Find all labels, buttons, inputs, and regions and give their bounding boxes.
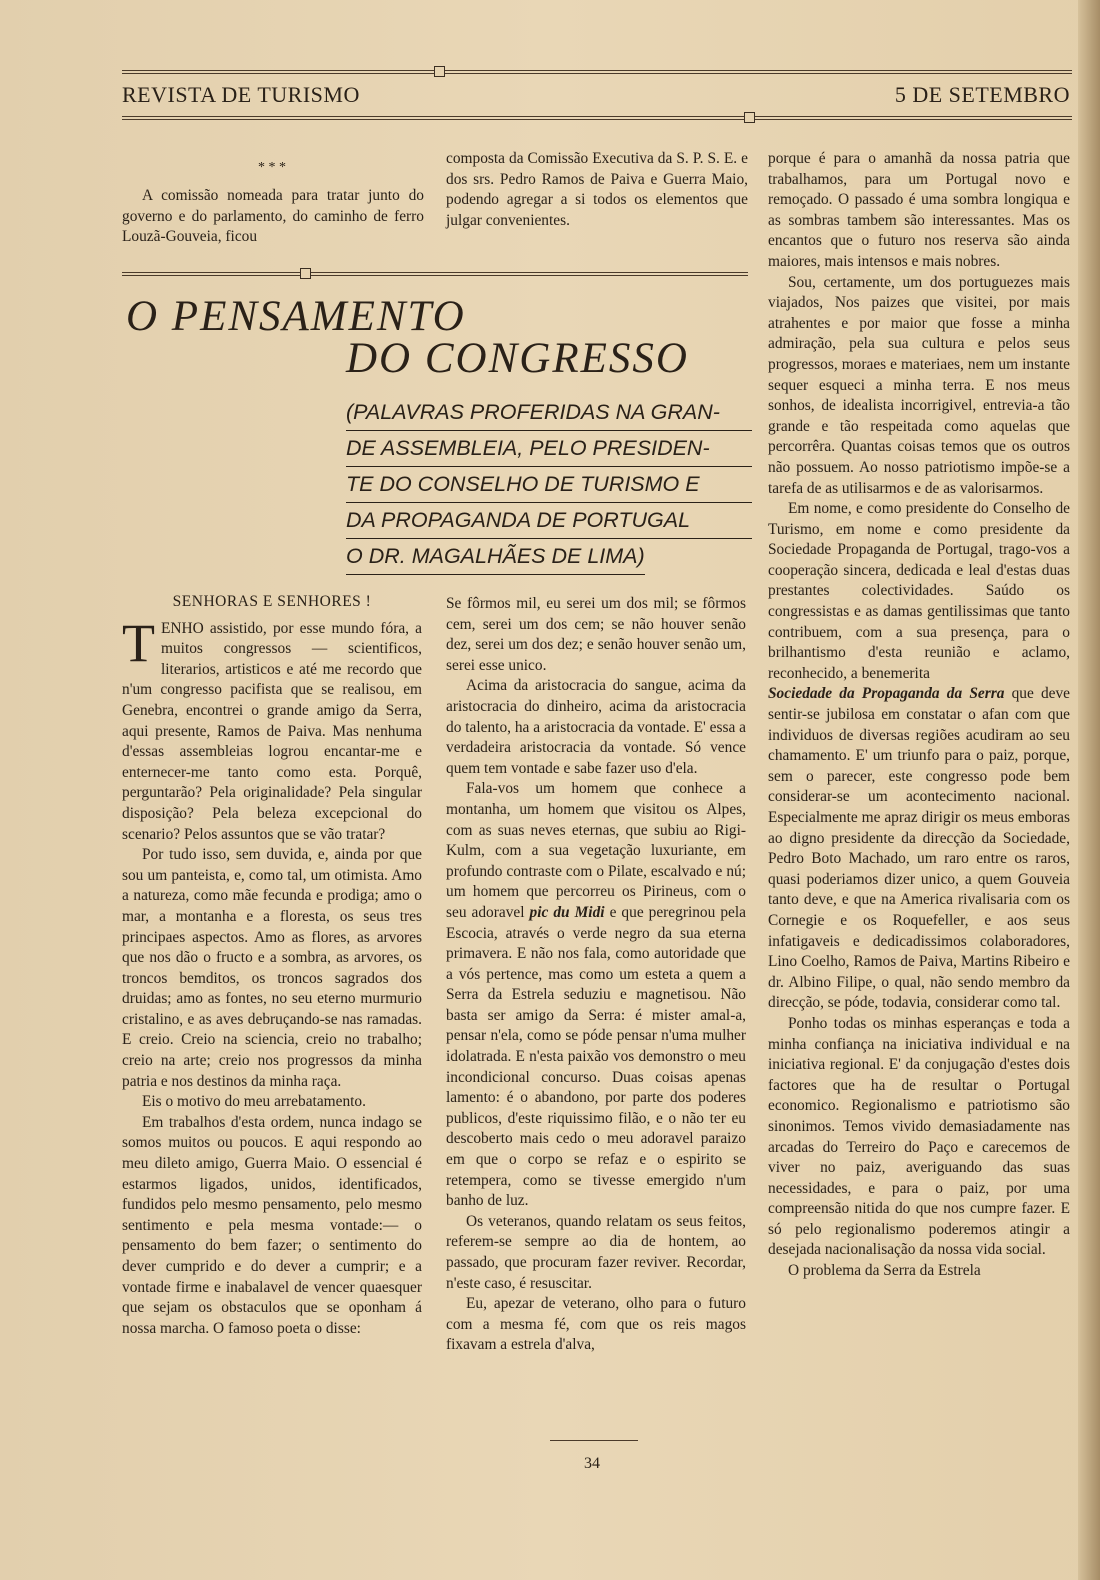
paragraph: O problema da Serra da Estrela: [788, 1262, 981, 1280]
header-bottom-rule: [122, 116, 1072, 120]
paragraph-text: que deve sentir-se jubilosa em constatar o afan com que individuos de diversas regiões acudiram ao seu chamamento. E' um triunfo para o paiz, porque, sem o parecer, este congresso pode bem considerar-se um acontecimento nacional. Especialmente me apraz dirigir os meus emboras ao digno presidente da direcção da Sociedade, Pedro Boto Machado, um raro entre os raros, quasi poderiamos dizer unico, a quem Gouveia tanto deve, e que na America rivalisaria com os Cornegie e os Roquefeller, e aos seus infatigaveis e dedicadissimos colaboradores, Lino Coelho, Ramos de Paiva, Martins Ribeiro e dr. Albino Filipe, o qual, não sendo membro da direcção, se póde, todavia, considerar como tal.: [768, 685, 1070, 1012]
article-title-line-2: DO CONGRESSO: [346, 335, 689, 382]
pic-du-midi: pic du Midi: [529, 903, 605, 921]
paragraph: porque é para o amanhã da nossa patria que trabalhamos, para um Portugal novo e remoçado. O passado é uma sombra longiqua e as sombras tambem são interessantes. Mas os encantos que o futuro nos reserva são ainda maiores, mais intensos e mais nobres.: [768, 150, 1070, 270]
paragraph: [122, 612, 422, 846]
paragraph: Sou, certamente, um dos portuguezes mais viajados, Nos paizes que visitei, por mais atrahentes e por maior que fosse a minha admiração, pela sua cultura e pelos seus progressos, moraes e materiaes, nem um instante sequer esqueci a minha terra. E nos meus sonhos, de idealista incorrigivel, entrevia-a tão grande e tão respeitada como aquelas que percorrêra. Quantas coisas temos que os outros não possuem. Ao nosso patriotismo impõe-se a tarefa de as utilisarmos e de as valorisarmos.: [768, 273, 1070, 497]
ornament-icon: [744, 112, 755, 123]
paragraph: Ponho todas os minhas esperanças e toda a minha confiança na iniciativa individual e na iniciativa regional. E' da conjugação d'estes dois factores que ha de resultar o Portugal economico. Regionalismo e patriotismo são sinonimos. Temos vivido demasiadamente nas arcadas do Terreiro do Paço e carecemos de viver no paiz, averiguando das suas necessidades, e para o paiz, por uma compreensão nitida do que nos cumpre fazer. E só pelo regionalismo poderemos atingir a desejada nacionalisação da nossa vida social.: [768, 1014, 1070, 1259]
drop-cap: T: [122, 612, 155, 673]
title-rule: [122, 272, 748, 276]
ornament-icon: [300, 268, 311, 279]
paragraph: Os veteranos, quando relatam os seus feitos, referem-se sempre ao dia de hontem, ao passado, que procuram fazer reviver. Recordar, n'este caso, é resuscitar.: [446, 1212, 746, 1292]
article-title-line-1: O PENSAMENTO: [126, 293, 466, 340]
paragraph: Acima da aristocracia do sangue, acima da aristocracia do dinheiro, acima da aristocracia do talento, ha a aristocracia da vontade. E' essa a verdadeira aristocracia da vontade. Só vence quem tem vontade e sabe fazer uso d'ela.: [446, 677, 746, 777]
ornament-icon: [434, 66, 445, 77]
article-col-3: [768, 149, 1070, 1282]
top-col-2: [446, 149, 748, 231]
subtitle-line: (PALAVRAS PROFERIDAS NA GRAN-: [346, 395, 752, 431]
paragraph: [446, 779, 746, 1211]
article-col-1: [122, 592, 422, 1339]
top-col-1: [122, 186, 424, 248]
subtitle-line: O DR. MAGALHÃES DE LIMA): [346, 539, 645, 575]
paragraph: Eis o motivo do meu arrebatamento.: [142, 1093, 366, 1111]
page-number: 34: [584, 1455, 600, 1472]
greeting: SENHORAS E SENHORES !: [172, 593, 372, 610]
sociedade-name: Sociedade da Propaganda da Serra: [768, 685, 1005, 703]
subtitle-line: DE ASSEMBLEIA, PELO PRESIDEN-: [346, 431, 752, 467]
paragraph: composta da Comissão Executiva da S. P. S. E. e dos srs. Pedro Ramos de Paiva e Guerra Maio, podendo agregar a si todos os elementos que julgar convenientes.: [446, 150, 748, 229]
paragraph-text: Fala-vos um homem que conhece a montanha, um homem que visitou os Alpes, com as suas neves eternas, que subiu ao Rigi-Kulm, com a sua vegetação luxuriante, em profundo contraste com o Pilate, escalvado e nú; um homem que percorreu os Pirineus, com o seu adoravel: [446, 780, 746, 921]
paragraph: Se fôrmos mil, eu serei um dos mil; se fôrmos cem, serei um dos cem; se não houver senão dez, serei um dos dez; e senão houver senão um, serei esse unico.: [446, 595, 746, 674]
paragraph: Por tudo isso, sem duvida, e, ainda por que sou um panteista, e, como tal, um otimista. Amo a natureza, como mãe fecunda e prodiga; amo o mar, a montanha e a floresta, os seus tres principaes aspectos. Amo as flores, as arvores que nos dão o fructo e a sombra, as arvores, os troncos bemditos, os troncos sagrados dos druidas; amo as fontes, no seu eterno murmurio cristalino, e as aves debruçando-se nas ramadas. E creio. Creio na sciencia, creio no trabalho; creio na arte; creio nos progressos da minha patria e nos destinos da minha raça.: [122, 846, 422, 1090]
paragraph-text: e que peregrinou pela Escocia, através o verde negro da sua eterna primavera. E não nos fala, como autoridade que a vós pertence, mas como um esteta a quem a Serra da Estrela seduziu e magnetisou. Não basta ser amigo da Serra: é mister amal-a, pensar n'ela, como se póde pensar n'uma mulher idolatrada. E n'esta paixão vos demonstro o meu incondicional concurso. Duas coisas apenas lamento: é o abandono, por parte dos poderes publicos, d'este riquissimo filão, e o não ter eu descoberto mais cedo o meu adoravel paraizo em que o corpo se refaz e o espirito se retempera, como se tivesse emergido n'um banho de luz.: [446, 903, 746, 1210]
paragraph: A comissão nomeada para tratar junto do governo e do parlamento, do caminho de ferro Louzã-Gouveia, ficou: [122, 187, 424, 246]
section-stars: * * *: [258, 160, 286, 175]
subtitle-line: DA PROPAGANDA DE PORTUGAL: [346, 503, 752, 539]
page-edge: [1078, 0, 1100, 1580]
header-top-rule: [122, 70, 1072, 74]
article-col-2: [446, 594, 746, 1356]
subtitle-line: TE DO CONSELHO DE TURISMO E: [346, 467, 752, 503]
header-right: 5 DE SETEMBRO: [894, 82, 1070, 107]
header-left: REVISTA DE TURISMO: [122, 82, 360, 107]
paragraph-text: ENHO assistido, por esse mundo fóra, a muitos congressos — scientificos, literarios, artisticos e até me recordo que n'um congresso pacifista que se realisou, em Genebra, encontrei o grande amigo da Serra, aqui presente, Ramos de Paiva. Mas nenhuma d'essas assembleias logrou encantar-me e enternecer-me tanto como esta. Porquê, perguntarão? Pela originalidade? Pela singular disposição? Pela beleza excepcional do scenario? Pelos assuntos que se vão tratar?: [122, 619, 422, 843]
footer-rule: [550, 1440, 638, 1441]
paragraph: Em nome, e como presidente do Conselho de Turismo, em nome e como presidente da Sociedade Propaganda de Portugal, trago-vos a cooperação sincera, dedicada e leal d'estas duas prestantes colectividades. Saúdo os congressistas e as damas gentilissimas que tanto contribuem, com a sua presença, para o brilhantismo d'esta reunião e aclamo, reconhecido, a benemerita: [768, 500, 1070, 682]
paragraph: Em trabalhos d'esta ordem, nunca indago se somos muitos ou poucos. E aqui respondo ao meu dileto amigo, Guerra Maio. O essencial é estarmos ligados, unidos, identificados, fundidos pelo mesmo pensamento, pelo mesmo sentimento e pela mesma vontade:— o pensamento do bem fazer; o sentimento do dever cumprido e do dever a cumprir; e a vontade firme e inabalavel de vencer quaesquer que sejam os obstaculos que se oponham á nossa marcha. O famoso poeta o disse:: [122, 1113, 422, 1337]
paragraph: Eu, apezar de veterano, olho para o futuro com a mesma fé, com que os reis magos fixavam a estrela d'alva,: [446, 1295, 746, 1354]
article-subtitle: [346, 395, 752, 575]
paragraph: [768, 684, 1070, 1014]
